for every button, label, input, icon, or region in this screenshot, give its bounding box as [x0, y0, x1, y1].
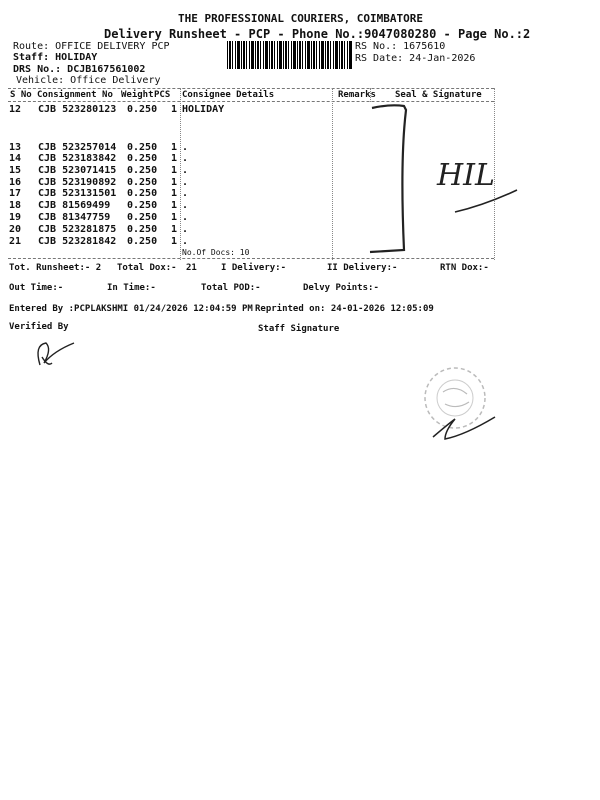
row-details: .: [182, 177, 189, 188]
row-weight: 0.250: [127, 224, 158, 235]
row-sno: 12: [9, 104, 22, 115]
drs-number: DRS No.: DCJB167561002: [13, 64, 146, 75]
row-sno: 15: [9, 165, 22, 176]
row-pcs: 1: [171, 142, 178, 153]
row-sno: 20: [9, 224, 22, 235]
col-seal-signature: Seal & Signature: [395, 90, 482, 100]
row-consignment: CJB 523281875: [38, 224, 117, 235]
row-consignment: CJB 523183842: [38, 153, 117, 164]
handwritten-text: HIL: [437, 158, 495, 193]
reprinted-on: Reprinted on: 24-01-2026 12:05:09: [255, 304, 434, 314]
row-sno: 18: [9, 200, 22, 211]
row-weight: 0.250: [127, 188, 158, 199]
delvy-points: Delvy Points:-: [303, 283, 379, 293]
out-time: Out Time:-: [9, 283, 64, 293]
col-pcs: PCS: [154, 90, 171, 100]
col-consignment: Consignment No: [37, 90, 113, 100]
row-pcs: 1: [171, 188, 178, 199]
row-details: .: [182, 212, 189, 223]
row-sno: 19: [9, 212, 22, 223]
row-weight: 0.250: [127, 165, 158, 176]
rtn-dox: RTN Dox:-: [440, 263, 489, 273]
row-sno: 13: [9, 142, 22, 153]
staff-signature: [425, 405, 505, 445]
row-weight: 0.250: [127, 200, 158, 211]
row-sno: 21: [9, 236, 22, 247]
total-dox-value: 21: [186, 263, 197, 273]
row-sno: 16: [9, 177, 22, 188]
row-details: .: [182, 224, 189, 235]
verified-signature: [30, 335, 80, 375]
staff-signature-label: Staff Signature: [258, 324, 340, 334]
row-pcs: 1: [171, 153, 178, 164]
row-details: .: [182, 165, 189, 176]
runsheet-subtitle: Delivery Runsheet - PCP - Phone No.:9047080280 - Page No.:2: [104, 27, 531, 41]
handwritten-note-hil: [425, 150, 535, 240]
row-consignment: CJB 523131501: [38, 188, 117, 199]
row-consignment: CJB 523257014: [38, 142, 117, 153]
row-pcs: 1: [171, 212, 178, 223]
row-consignment: CJB 523190892: [38, 177, 117, 188]
i-delivery: I Delivery:-: [221, 263, 287, 273]
in-time: In Time:-: [107, 283, 156, 293]
row-weight: 0.250: [127, 236, 158, 247]
row-weight: 0.250: [127, 142, 158, 153]
verified-by-label: Verified By: [9, 322, 69, 332]
row-pcs: 1: [171, 177, 178, 188]
row-weight: 0.250: [127, 177, 158, 188]
table-bottom-rule: [8, 258, 494, 259]
row-details: HOLIDAY: [182, 104, 225, 115]
entered-by: Entered By :PCPLAKSHMI 01/24/2026 12:04:59 PM: [9, 304, 253, 314]
total-dox: Total Dox:-: [117, 263, 177, 273]
row-consignment: CJB 81569499: [38, 200, 111, 211]
ii-delivery: II Delivery:-: [327, 263, 398, 273]
col-sno: S No: [10, 90, 32, 100]
handwritten-bracket: [360, 100, 420, 260]
no-of-docs: No.Of Docs: 10: [182, 248, 250, 257]
row-weight: 0.250: [127, 212, 158, 223]
row-pcs: 1: [171, 104, 178, 115]
row-consignment: CJB 523281842: [38, 236, 117, 247]
col-consignee: Consignee Details: [182, 90, 275, 100]
table-top-rule: [8, 88, 494, 89]
col-separator: [180, 88, 181, 260]
col-remarks: Remarks: [338, 90, 376, 100]
table-header-rule: [8, 101, 494, 102]
row-details: .: [182, 200, 189, 211]
staff-label: Staff: HOLIDAY: [13, 52, 98, 63]
total-pod: Total POD:-: [201, 283, 261, 293]
vehicle-label: Vehicle: Office Delivery: [16, 75, 161, 86]
row-pcs: 1: [171, 200, 178, 211]
row-weight: 0.250: [127, 104, 158, 115]
col-separator: [332, 88, 333, 260]
row-pcs: 1: [171, 224, 178, 235]
rs-date: RS Date: 24-Jan-2026: [355, 53, 476, 64]
row-weight: 0.250: [127, 153, 158, 164]
route-label: Route: OFFICE DELIVERY PCP: [13, 41, 170, 52]
col-weight: Weight: [121, 90, 154, 100]
row-consignment: CJB 523280123: [38, 104, 117, 115]
row-consignment: CJB 81347759: [38, 212, 111, 223]
row-details: .: [182, 142, 189, 153]
row-consignment: CJB 523071415: [38, 165, 117, 176]
barcode: [227, 41, 352, 69]
tot-runsheet: Tot. Runsheet:- 2: [9, 263, 102, 273]
row-sno: 17: [9, 188, 22, 199]
rs-number: RS No.: 1675610: [355, 41, 446, 52]
row-details: .: [182, 188, 189, 199]
row-pcs: 1: [171, 165, 178, 176]
row-details: .: [182, 236, 189, 247]
row-pcs: 1: [171, 236, 178, 247]
company-title: THE PROFESSIONAL COURIERS, COIMBATORE: [178, 12, 424, 25]
row-sno: 14: [9, 153, 22, 164]
row-details: .: [182, 153, 189, 164]
